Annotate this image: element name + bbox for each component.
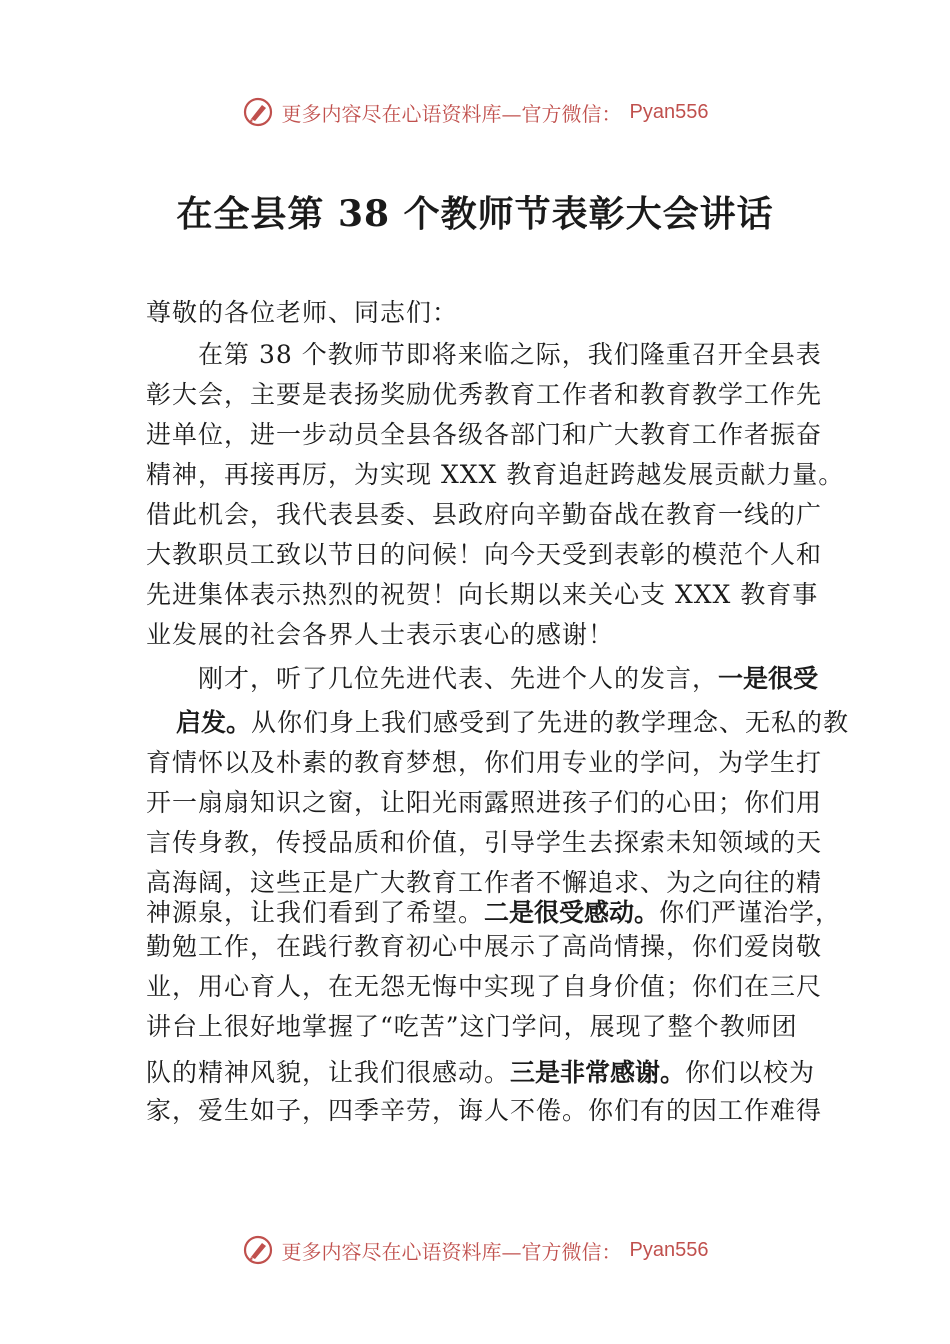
paragraph-line: 精神，再接再厉，为实现 XXX 教育追赶跨越发展贡献力量。 — [146, 460, 845, 489]
paragraph-line: 开一扇扇知识之窗，让阳光雨露照进孩子们的心田；你们用 — [146, 788, 823, 817]
salutation: 尊敬的各位老师、同志们： — [146, 298, 459, 327]
line-text: 队的精神风貌，让我们很感动。 — [146, 1058, 511, 1087]
line-text: 你们严谨治学， — [659, 898, 842, 927]
pen-nib-logo-icon — [242, 96, 274, 128]
bold-heading-1: 一是很受 — [718, 664, 819, 693]
line-text: 从你们身上我们感受到了先进的教学理念、无私的教 — [251, 708, 850, 737]
paragraph-line: 育情怀以及朴素的教育梦想，你们用专业的学问，为学生打 — [146, 748, 823, 777]
paragraph-line — [146, 664, 818, 694]
paragraph-line: 讲台上很好地掌握了“吃苦”这门学问，展现了整个教师团 — [146, 1012, 798, 1041]
watermark-footer — [0, 1234, 950, 1266]
pen-nib-logo-icon — [242, 1234, 274, 1266]
paragraph-line: 借此机会，我代表县委、县政府向辛勤奋战在教育一线的广 — [146, 500, 823, 529]
paragraph-line: 业发展的社会各界人士表示衷心的感谢！ — [146, 620, 615, 649]
watermark-wechat-id: Pyan556 — [629, 100, 709, 123]
watermark-header — [0, 96, 950, 128]
paragraph-line: 高海阔，这些正是广大教育工作者不懈追求、为之向往的精 — [146, 868, 823, 897]
paragraph-line: 大教职员工致以节日的问候！向今天受到表彰的模范个人和 — [146, 540, 823, 569]
paragraph-line: 家，爱生如子，四季辛劳，诲人不倦。你们有的因工作难得 — [146, 1096, 823, 1125]
paragraph-line — [146, 898, 841, 928]
watermark-text: 更多内容尽在心语资料库—官方微信： — [281, 101, 622, 126]
bold-heading-3: 三是非常感谢。 — [510, 1058, 686, 1087]
paragraph-line: 勤勉工作，在践行教育初心中展示了高尚情操，你们爱岗敬 — [146, 932, 823, 961]
paragraph-line: 业，用心育人，在无怨无悔中实现了自身价值；你们在三尺 — [146, 972, 823, 1001]
watermark-wechat-id: Pyan556 — [629, 1238, 709, 1261]
paragraph-line: 先进集体表示热烈的祝贺！向长期以来关心支 XXX 教育事 — [146, 580, 819, 609]
bold-heading-1-cont: 启发。 — [176, 708, 252, 737]
paragraph-line: 在第 38 个教师节即将来临之际，我们隆重召开全县表 — [146, 340, 822, 369]
paragraph-line: 彰大会，主要是表扬奖励优秀教育工作者和教育教学工作先 — [146, 380, 823, 409]
line-text: 神源泉，让我们看到了希望。 — [146, 898, 485, 927]
line-text: 你们以校为 — [685, 1058, 816, 1087]
paragraph-line — [146, 1058, 815, 1088]
paragraph-line — [176, 708, 849, 738]
watermark-text: 更多内容尽在心语资料库—官方微信： — [281, 1239, 622, 1264]
paragraph-line: 进单位，进一步动员全县各级各部门和广大教育工作者振奋 — [146, 420, 823, 449]
bold-heading-2: 二是很受感动。 — [484, 898, 660, 927]
document-title: 在全县第 38 个教师节表彰大会讲话 — [176, 193, 774, 235]
paragraph-line: 言传身教，传授品质和价值，引导学生去探索未知领域的天 — [146, 828, 823, 857]
line-text: 刚才，听了几位先进代表、先进个人的发言， — [146, 664, 719, 693]
